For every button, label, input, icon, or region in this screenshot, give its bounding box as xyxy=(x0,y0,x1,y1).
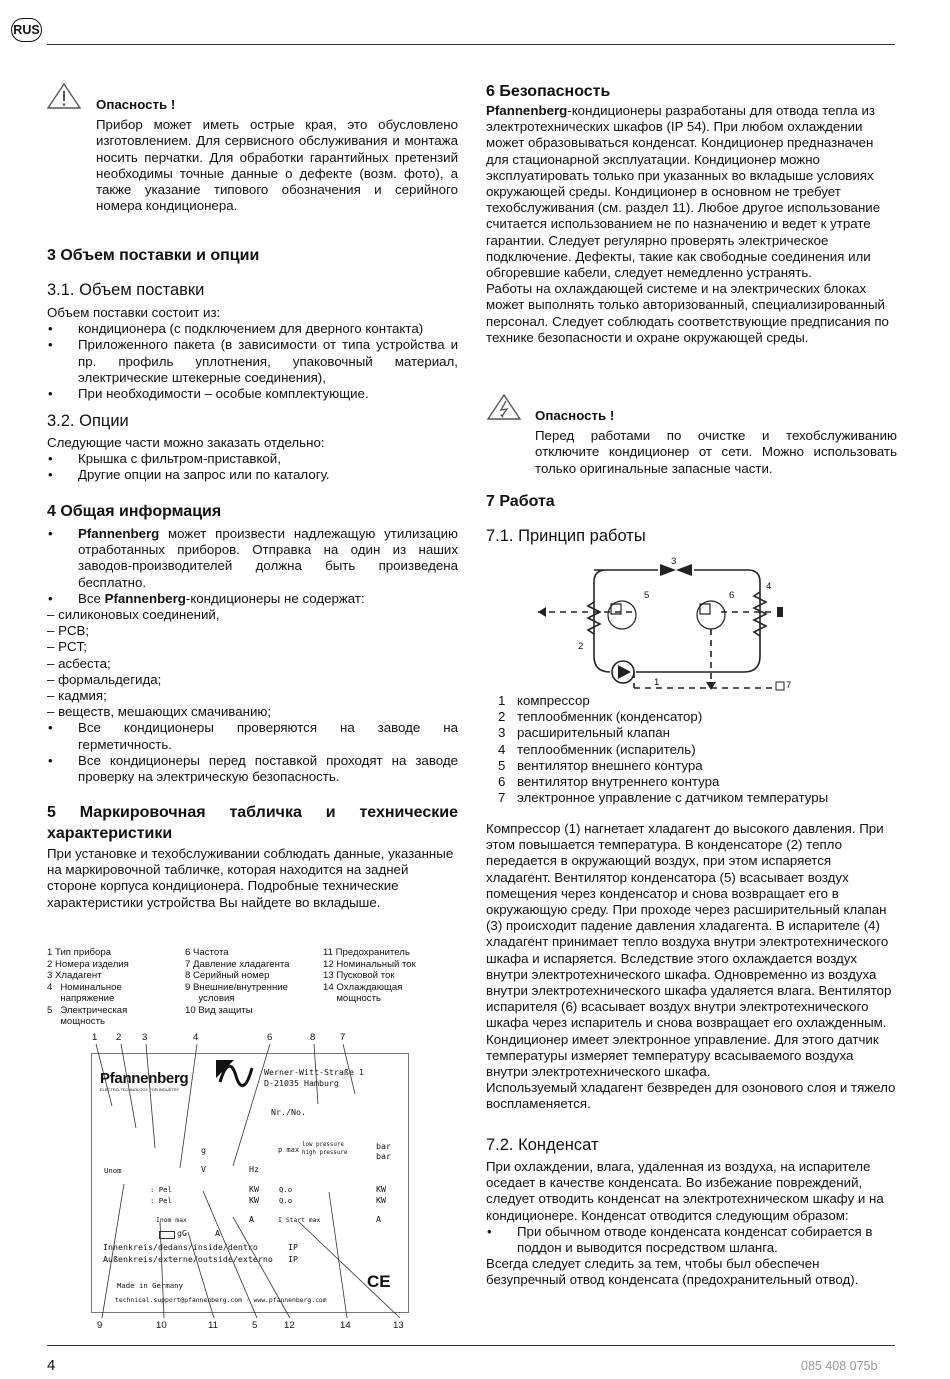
legend-item: 8 Серийный номер xyxy=(185,970,270,981)
plate-a-3: A xyxy=(215,1228,220,1238)
section-6-title: 6 Безопасность xyxy=(486,83,611,100)
warning-2-text: Перед работами по очистке и техобслуживанию отключите кондиционер от сети. Можно использовать только оригинальные запасные части. xyxy=(535,428,897,476)
plate-number: 12 xyxy=(284,1320,295,1331)
component-num: 7 xyxy=(498,790,506,806)
plate-brand: Pfannenberg xyxy=(100,1070,189,1087)
section-4-title: 4 Общая информация xyxy=(47,503,222,520)
section-3-title: 3 Объем поставки и опции xyxy=(47,247,260,264)
plate-nr-label: Nr./No. xyxy=(271,1107,306,1117)
legend-item: 7 Давление хладагента xyxy=(185,958,290,970)
refrigerant-circuit-diagram xyxy=(486,552,906,702)
section-3-2-title: 3.2. Опции xyxy=(47,412,129,430)
section-7-2-text-2: Всегда следует следить за тем, чтобы был обеспечен безупречный отвод конденсата (предохранительный отвод). xyxy=(486,1256,859,1288)
component-num: 3 xyxy=(498,725,506,741)
warning-text: Прибор может иметь острые края, это обусловлено изготовлением. Для сервисного обслуживания и монтажа носить перчатки. Для обработки гарантийных претензий необходимы точные данные о дефекте (возм. фото), а также указание типового обозначения и серийного номера кондиционера. xyxy=(96,117,458,214)
temperature-sensor-icon xyxy=(777,607,783,617)
legend-item: 6 Частота xyxy=(185,947,229,958)
language-badge-text: RUS xyxy=(13,23,40,37)
component-label: вентилятор внутреннего контура xyxy=(517,774,720,790)
diagram-label-6: 6 xyxy=(729,590,735,601)
section-7-1-text-2: Кондиционер имеет электронное управление. Для этого датчик температуры измеряет температуру всасываемого воздуха внутри электротехнического шкафа. xyxy=(486,1031,879,1080)
list-item-text: -кондиционеры не содержат: xyxy=(185,590,365,606)
component-label: теплообменник (испаритель) xyxy=(517,741,696,757)
plate-g-label: g xyxy=(201,1145,206,1155)
legend-item: 11 Предохранитель xyxy=(323,947,410,958)
component-num: 1 xyxy=(498,693,506,708)
brand-name: Pfannenberg xyxy=(78,526,160,541)
plate-a-1: A xyxy=(249,1214,254,1224)
diagram-label-5: 5 xyxy=(644,590,650,601)
component-label: компрессор xyxy=(517,693,590,708)
component-item xyxy=(498,790,898,806)
plate-kw-1: KW xyxy=(249,1184,259,1194)
legend-item: 13 Пусковой ток xyxy=(323,970,395,981)
plate-number: 9 xyxy=(97,1320,103,1331)
component-label: вентилятор внешнего контура xyxy=(517,757,703,773)
legend-item: мощность xyxy=(47,1016,105,1027)
warning-2-block xyxy=(535,408,897,477)
plate-kw-3: KW xyxy=(376,1184,386,1194)
legend-item: 1 Тип прибора xyxy=(47,947,112,958)
dash-item: – силиконовых соединений, xyxy=(47,607,220,623)
plate-brand-sub: ELECTRO-TECHNOLOGY FOR INDUSTRY xyxy=(100,1087,180,1092)
plate-inner-circuit: Innenkreis/dedans/inside/dentro xyxy=(103,1242,258,1252)
section-7-1-text-3: Используемый хладагент безвреден для озонового слоя и тяжело воспламеняется. xyxy=(486,1080,896,1112)
diagram-label-1: 1 xyxy=(654,677,660,688)
list-item: • Все кондиционеры перед поставкой проходят на заводе проверку на электрическую безопасность. xyxy=(47,753,458,785)
list-item-pre: Все xyxy=(78,590,105,606)
section-6-body xyxy=(486,103,898,346)
list-item: • Приложенного пакета (в зависимости от типа устройства и пр. профиль уплотнения, упаковочный материал, электрические штекерные соединения), xyxy=(47,337,458,386)
plate-gg-label: gG xyxy=(177,1228,187,1238)
legend-item: 3 Хладагент xyxy=(47,970,102,981)
diagram-label-3: 3 xyxy=(671,556,677,567)
plate-high-pressure: high pressure xyxy=(302,1150,348,1156)
plate-number: 6 xyxy=(267,1032,273,1043)
warning-title: Опасность ! xyxy=(96,97,176,112)
list-item: • Крышка с фильтром-приставкой, xyxy=(47,451,458,467)
legend-item: 14 Охлаждающая xyxy=(323,981,403,993)
plate-bar-2: bar xyxy=(376,1151,391,1161)
dash-item: – PCT; xyxy=(47,639,87,655)
plate-number: 2 xyxy=(116,1032,122,1043)
component-item xyxy=(498,693,898,709)
plate-qo-1: Q.o xyxy=(279,1185,293,1194)
brand-name: Pfannenberg xyxy=(486,103,568,118)
section-7-title: 7 Работа xyxy=(486,493,555,510)
legend-item: 10 Вид защиты xyxy=(185,1004,253,1016)
section-7-2-body xyxy=(486,1159,898,1289)
plate-number: 7 xyxy=(340,1032,346,1043)
section-7-2-list xyxy=(486,1224,898,1256)
internal-fan-icon xyxy=(697,601,725,629)
plate-number: 5 xyxy=(252,1320,258,1331)
plate-a-2: A xyxy=(376,1214,381,1224)
component-list xyxy=(498,693,898,806)
plate-pmax-label: p max xyxy=(278,1146,300,1154)
section-6-paragraph-1 xyxy=(486,103,898,281)
plate-number: 8 xyxy=(310,1032,316,1043)
plate-inom-label: Inom max xyxy=(156,1216,187,1224)
list-item: • При необходимости – особые комплектующие. xyxy=(47,386,458,402)
component-num: 6 xyxy=(498,774,506,790)
page-number: 4 xyxy=(47,1357,56,1374)
plate-istart-label: I Start max xyxy=(278,1216,321,1224)
legend-item: напряжение xyxy=(47,993,115,1004)
dash-item: – PCB; xyxy=(47,623,90,639)
section-7-1-text: Компрессор (1) нагнетает хладагент до высокого давления. При этом повышается температура. В конденсаторе (2) тепло передается в окружающий воздух, при этом испаряется хладагент. Вентилятор конденсатора (5) всасывает воздух помещения через конденсатор и снова возвращает его в окружающую среду. При проходе через расширительный клапан (3) происходит падение давления хладагента. В испарителе (4) хладагент принимает тепло воздуха внутри электротехнического шкафа и испаряется. Вследствие этого охлаждается воздух внутри электротехнического шкафа. Одновременно из воздуха внутри электротехнического шкафа удаляется влага. Вентилятор испарителя (6) всасывает воздух внутри электротехнического шкафа через испаритель и снова возвращает его охлажденным. xyxy=(486,821,892,1031)
section-5-title-line1: 5 Маркировочная табличка и технические xyxy=(47,804,458,821)
component-item xyxy=(498,758,898,774)
plate-number: 14 xyxy=(340,1320,351,1331)
component-label: расширительный клапан xyxy=(517,725,671,741)
component-item xyxy=(498,725,898,741)
list-item-text: может произвести надлежащую утилизацию отработанных приборов. Отправка на один из наших заводов-производителей должна быть произведена бесплатно. xyxy=(78,526,458,590)
legend-item: 9 Внешние/внутренние xyxy=(185,981,288,993)
plate-number: 4 xyxy=(193,1032,199,1043)
section-6-text-1: -кондиционеры разработаны для отвода тепла из электротехнических шкафов (IP 54). При любом охлаждении может образовываться конденсат. Кондиционер предназначен для стационарной эксплуатации. Кондиционер можно эксплуатировать только при указанных во вкладыше условиях окружающей среды. Кондиционер в основном не требует техобслуживания (см. раздел 11). Любое другое использование считается использованием не по назначению и ведет к утрате гарантии. Следует регулярно проверять электрическое подключение. Дефекты, такие как свободные соединения или обгоревшие кабели, следует немедленно устранять. xyxy=(486,103,881,281)
plate-low-pressure: low pressure xyxy=(302,1142,344,1148)
legend-item: мощность xyxy=(323,993,381,1004)
component-item xyxy=(498,709,898,725)
section-3-1-intro: Объем поставки состоит из: xyxy=(47,305,221,320)
plate-ip-1: IP xyxy=(288,1242,298,1252)
plate-number: 1 xyxy=(92,1032,98,1043)
component-num: 2 xyxy=(498,709,506,725)
plate-web: technical.support@pfannenberg.com · www.pfannenberg.com xyxy=(115,1296,327,1304)
plate-kw-4: KW xyxy=(376,1195,386,1205)
plate-address-line2: D-21035 Hamburg xyxy=(264,1078,339,1088)
section-6-paragraph-2: Работы на охлаждающей системе и на электрических блоках может выполнять только авторизованный, специализированный персонал. Следует соблюдать соответствующие предписания по технике безопасности и охране окружающей среды. xyxy=(486,281,889,345)
legend-item: 12 Номинальный ток xyxy=(323,958,416,970)
list-item: • Другие опции на запрос или по каталогу. xyxy=(47,467,458,483)
plate-pel-2: : Pel xyxy=(150,1196,172,1205)
list-item: • кондиционера (с подключением для дверного контакта) xyxy=(47,321,458,337)
component-item xyxy=(498,742,898,758)
legend-item: условия xyxy=(185,993,235,1004)
section-3-1-title: 3.1. Объем поставки xyxy=(47,281,205,299)
component-num: 5 xyxy=(498,757,506,773)
legend-item: 4 Номинальное xyxy=(47,981,122,993)
diagram-label-7: 7 xyxy=(786,680,792,691)
component-label: теплообменник (конденсатор) xyxy=(517,709,703,725)
plate-address-line1: Werner-Witt-Straße 1 xyxy=(264,1067,364,1077)
component-num: 4 xyxy=(498,741,506,757)
legend-item: 5 Электрическая xyxy=(47,1004,128,1016)
dash-item: – асбеста; xyxy=(47,655,111,671)
plate-made-in: Made in Germany xyxy=(117,1281,183,1290)
section-7-2-title: 7.2. Конденсат xyxy=(486,1136,599,1154)
plate-number: 3 xyxy=(142,1032,148,1043)
diagram-label-2: 2 xyxy=(578,641,584,652)
section-3-2-intro: Следующие части можно заказать отдельно: xyxy=(47,435,325,450)
section-7-2-text: При охлаждении, влага, удаленная из воздуха, на испарителе оседает в качестве конденсата. Во избежание повреждений, следует отводить конденсат на электротехническом шкафу и на кондиционере. Конденсат отводится следующим образом: xyxy=(486,1159,884,1223)
dash-item: – веществ, мешающих смачиванию; xyxy=(47,704,272,720)
plate-pel-1: : Pel xyxy=(150,1185,172,1194)
section-5-title-line2: характеристики xyxy=(47,825,173,842)
section-7-1-body xyxy=(486,821,898,1113)
diagram-label-4: 4 xyxy=(766,581,772,592)
warning-2-title: Опасность ! xyxy=(535,408,615,423)
electric-warning-icon xyxy=(486,393,522,421)
dash-item: – кадмия; xyxy=(47,688,107,704)
plate-kw-2: KW xyxy=(249,1195,259,1205)
plate-outer-circuit: Außenkreis/externe/outside/externo xyxy=(103,1254,273,1264)
list-item: • При обычном отводе конденсата конденсат собирается в поддон и выводится посредством шланга. xyxy=(486,1224,898,1256)
plate-number: 11 xyxy=(208,1320,218,1331)
controller-box-icon xyxy=(776,682,784,690)
footer-rule xyxy=(47,1345,895,1346)
dash-item: – формальдегида; xyxy=(47,671,162,687)
plate-unom-label: Unom xyxy=(104,1166,122,1175)
plate-hz-label: Hz xyxy=(249,1164,259,1174)
plate-ip-2: IP xyxy=(288,1254,298,1264)
plate-bar-1: bar xyxy=(376,1141,391,1151)
plate-v-label: V xyxy=(201,1164,206,1174)
external-fan-icon xyxy=(608,601,636,629)
legend-item: 2 Номера изделия xyxy=(47,958,129,970)
plate-number: 10 xyxy=(156,1320,167,1331)
air-out-arrow-icon xyxy=(538,607,546,617)
brand-name: Pfannenberg xyxy=(104,590,186,606)
section-7-1-title: 7.1. Принцип работы xyxy=(486,527,646,545)
document-code: 085 408 075b xyxy=(801,1359,878,1373)
ce-mark: CE xyxy=(367,1272,391,1291)
component-label: электронное управление с датчиком температуры xyxy=(517,790,829,806)
list-item: • Все кондиционеры проверяются на заводе на герметичность. xyxy=(47,720,458,752)
component-item xyxy=(498,774,898,790)
plate-number: 13 xyxy=(393,1320,404,1331)
plate-qo-2: Q.o xyxy=(279,1196,293,1205)
section-5-text: При установке и техобслуживании соблюдать данные, указанные на маркировочной табличке, которая находится на задней стороне корпуса кондиционера. Подробные технические характеристики устройства Вы найдете во вкладыше. xyxy=(47,846,454,910)
